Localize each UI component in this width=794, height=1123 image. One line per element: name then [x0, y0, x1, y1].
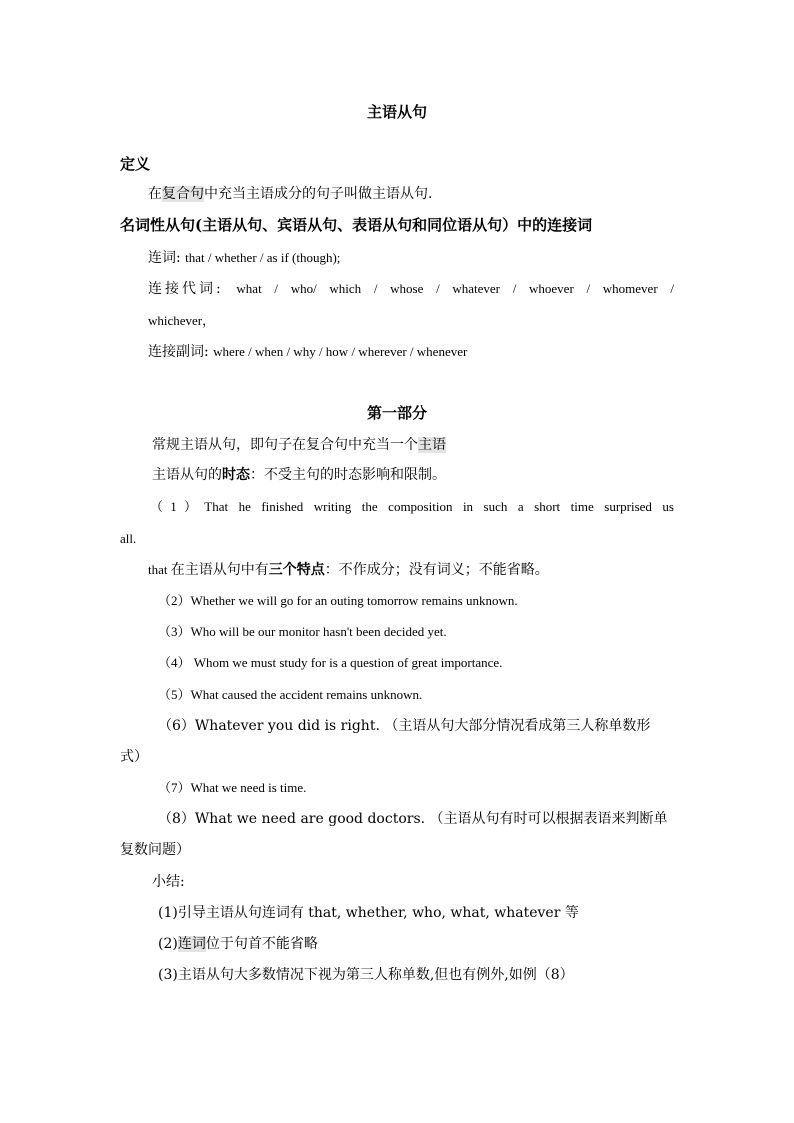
example-6-continuation: 式）	[120, 749, 148, 765]
example-1: （1）That he finished writing the composition in such a short time surprised us	[150, 499, 674, 514]
example-2: （2）Whether we will go for an outing tomorrow remains unknown.	[158, 593, 518, 608]
summary-label: 小结:	[152, 874, 185, 890]
part-one-line-1	[152, 435, 446, 455]
sum2-pre: (2)	[158, 936, 178, 952]
pronoun-word: whomever	[602, 281, 658, 296]
adverb-line	[148, 342, 467, 362]
conjunction-line	[148, 248, 340, 268]
pronoun-word: what	[236, 281, 262, 296]
summary-item-3: (3)主语从句大多数情况下视为第三人称单数,但也有例外,如例（8）	[158, 967, 574, 983]
pronoun-separator: /	[436, 281, 440, 296]
that-bold: 三个特点	[268, 562, 325, 578]
that-features-line	[148, 560, 549, 580]
conjunction-label: 连词:	[148, 250, 181, 266]
definition-heading: 定义	[120, 155, 151, 173]
pronoun-separator: /	[274, 281, 278, 296]
pronoun-word: whoever	[529, 281, 574, 296]
example-7: （7）What we need is time.	[158, 780, 307, 795]
example-8-continuation: 复数问题）	[120, 842, 190, 858]
nominal-clause-heading: 名词性从句(主语从句、宾语从句、表语从句和同位语从句）中的连接词	[120, 216, 593, 234]
adverb-label: 连接副词:	[148, 344, 209, 360]
summary-item-2	[158, 934, 318, 954]
part-one-heading: 第一部分	[366, 404, 427, 422]
line1-highlight: 主语	[418, 437, 446, 453]
example-6: （6）Whatever you did is right. （主语从句大部分情况看成第三人称单数形	[158, 718, 651, 734]
pronoun-line	[148, 279, 674, 299]
conjunction-words: that / whether / as if (though);	[185, 250, 341, 265]
that-word: that	[148, 562, 171, 577]
example-1-continuation: all.	[120, 531, 137, 546]
that-post: ：不作成分；没有词义；不能省略。	[324, 562, 549, 578]
pronoun-word: whose	[390, 281, 424, 296]
line2-post: ：不受主句的时态影响和限制。	[250, 467, 446, 483]
definition-highlight: 复合句	[162, 186, 204, 202]
example-4: （4） Whom we must study for is a question of great importance.	[158, 655, 503, 670]
example-3: （3）Who will be our monitor hasn't been decided yet.	[158, 624, 447, 639]
pronoun-separator: /	[373, 281, 378, 296]
that-mid: 在主语从句中有	[170, 562, 269, 578]
adverb-words: where / when / why / how / wherever / whenever	[213, 344, 468, 359]
line2-bold: 时态	[222, 467, 250, 483]
document-title: 主语从句	[366, 103, 427, 121]
definition-post: 中充当主语成分的句子叫做主语从句.	[204, 186, 433, 202]
part-one-line-2	[152, 465, 446, 485]
pronoun-continuation: whichever，	[148, 313, 216, 328]
pronoun-word: whatever	[452, 281, 501, 296]
summary-item-1: (1)引导主语从句连词有 that, whether, who, what, whatever 等	[158, 905, 579, 921]
sum2-post: 位于句首不能省略	[205, 936, 318, 952]
sum2-highlight: 连词	[177, 936, 206, 952]
definition-pre: 在	[148, 186, 162, 202]
pronoun-label: 连接代词:	[148, 281, 224, 297]
pronoun-separator: /	[512, 281, 517, 296]
line1-pre: 常规主语从句，即句子在复合句中充当一个	[152, 437, 418, 453]
pronoun-separator: /	[670, 281, 674, 296]
pronoun-separator: /	[586, 281, 591, 296]
pronoun-word: who/	[290, 281, 317, 296]
example-5: （5）What caused the accident remains unknown.	[158, 687, 423, 702]
line2-pre: 主语从句的	[152, 467, 222, 483]
pronoun-word: which	[329, 281, 362, 296]
definition-text	[148, 184, 432, 204]
example-8: （8）What we need are good doctors. （主语从句有时可以根据表语来判断单	[158, 811, 668, 827]
